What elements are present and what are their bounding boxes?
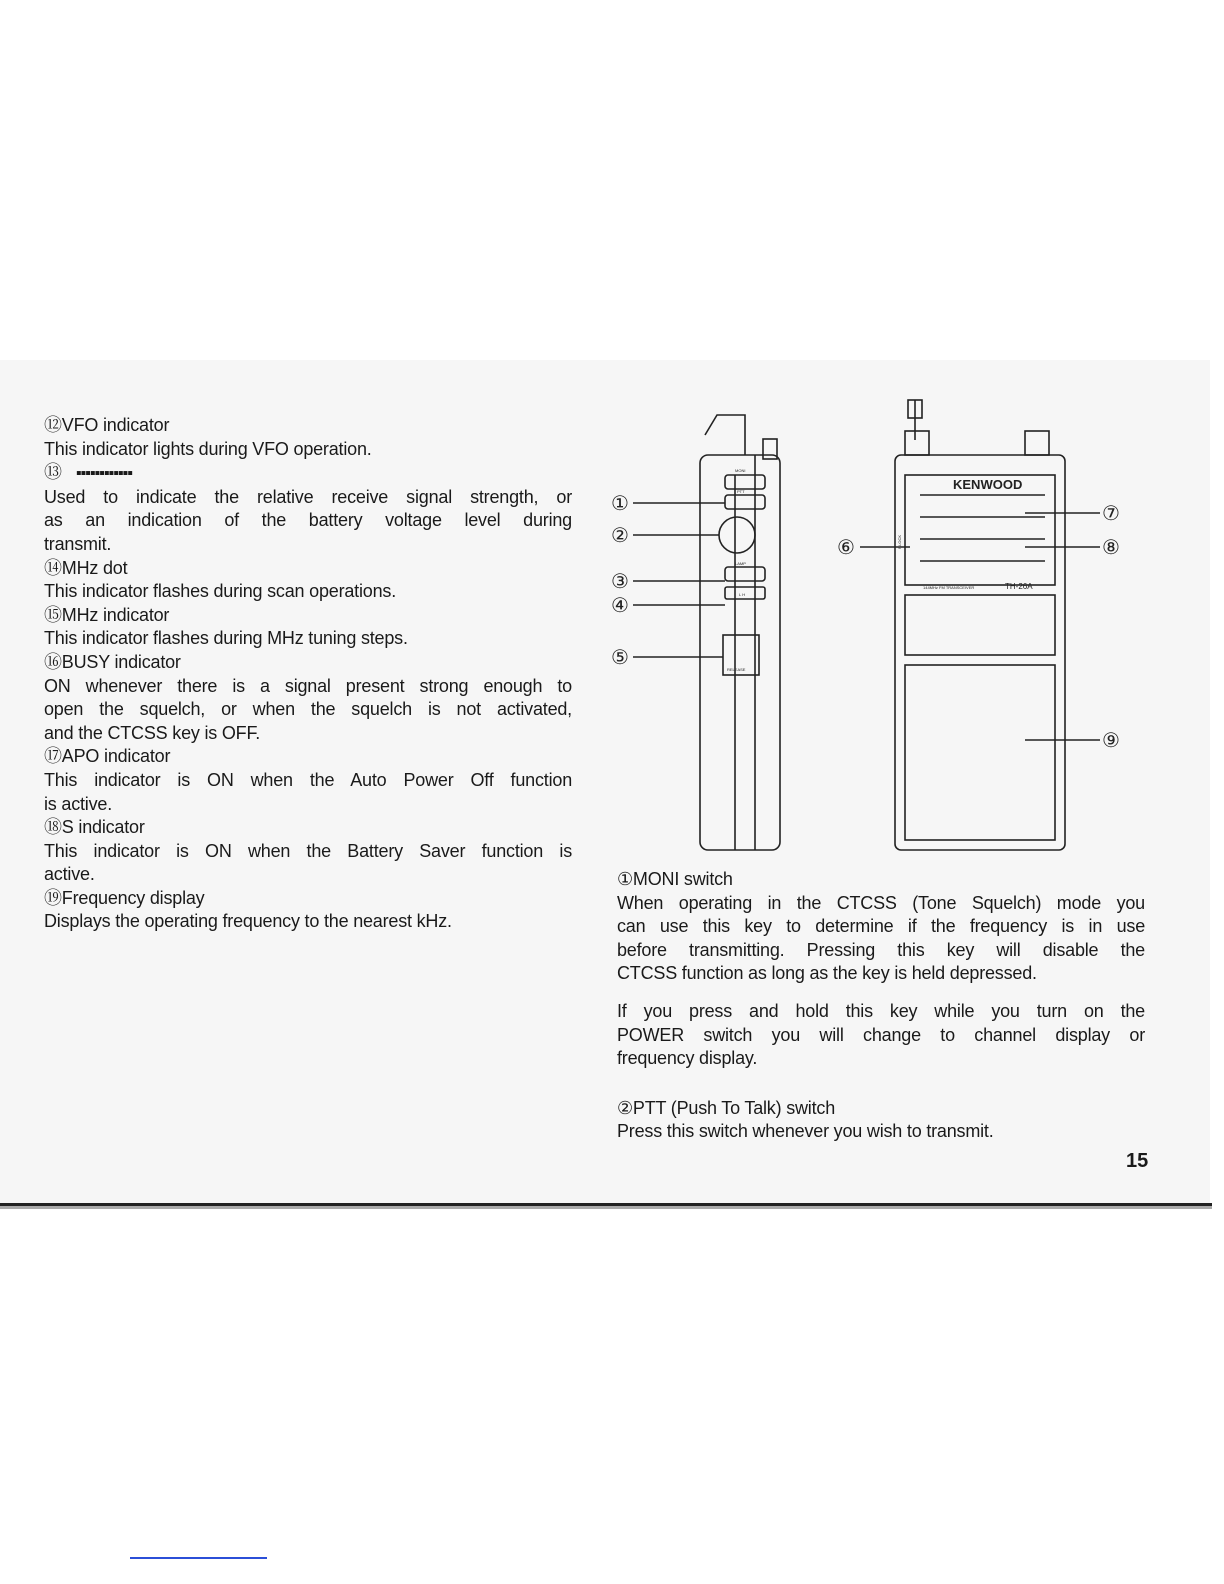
front-knob-right — [1025, 431, 1049, 455]
busy-indicator-desc-3: and the CTCSS key is OFF. — [44, 722, 261, 743]
side-label-ptt: PTT — [737, 489, 745, 494]
signal-meter-bars: ▪▪▪▪▪▪▪▪▪▪▪▪ — [75, 465, 132, 483]
brand-label: KENWOOD — [953, 477, 1023, 492]
callout-3: ③ — [611, 571, 629, 593]
ptt-switch-title: ②PTT (Push To Talk) switch — [617, 1097, 836, 1118]
signal-meter-title — [44, 461, 572, 486]
callout-5: ⑤ — [611, 647, 629, 669]
moni-desc-3: before transmitting. Pressing this key will disable the — [617, 939, 1145, 960]
busy-indicator-desc-1: ON whenever there is a signal present strong enough to — [44, 675, 572, 696]
side-label-flock: F.LOCK — [897, 534, 902, 549]
callout-8: ⑧ — [1102, 537, 1120, 559]
mhz-indicator-desc: This indicator flashes during MHz tuning steps. — [44, 628, 408, 649]
callout-1: ① — [611, 493, 629, 515]
moni-desc2-3: frequency display. — [617, 1048, 758, 1069]
moni-desc-2: can use this key to determine if the frequency is in use — [617, 916, 1145, 937]
front-display-area — [905, 595, 1055, 655]
vfo-indicator-desc: This indicator lights during VFO operation. — [44, 438, 372, 459]
ptt-dial-shape — [719, 517, 755, 553]
moni-desc2-1: If you press and hold this key while you turn on the — [617, 1000, 1145, 1021]
callout-6: ⑥ — [837, 537, 855, 559]
left-column — [44, 414, 572, 934]
callout-7: ⑦ — [1102, 503, 1120, 525]
moni-desc-1: When operating in the CTCSS (Tone Squelch) mode you — [617, 892, 1145, 913]
mhz-dot-desc: This indicator flashes during scan operations. — [44, 581, 396, 602]
side-view-body — [700, 455, 780, 850]
lamp-button-shape — [725, 567, 765, 581]
moni-desc2-2: POWER switch you will change to channel display or — [617, 1024, 1145, 1045]
s-indicator-title: ⑱S indicator — [44, 817, 145, 838]
model-label: TH-26A — [1005, 582, 1033, 591]
busy-indicator-desc-2: open the squelch, or when the squelch is not activated, — [44, 699, 572, 720]
signal-meter-desc-1: Used to indicate the relative receive signal strength, or — [44, 486, 572, 507]
side-label-moni: MONI — [735, 468, 746, 473]
signal-meter-number: ⑬ — [44, 462, 62, 483]
side-antenna-base — [705, 415, 745, 455]
front-view-body — [895, 455, 1065, 850]
frequency-display-desc: Displays the operating frequency to the nearest kHz. — [44, 911, 452, 932]
vfo-indicator-title: ⑫VFO indicator — [44, 415, 170, 435]
page-number: 15 — [1126, 1150, 1149, 1172]
frequency-display-title: ⑲Frequency display — [44, 887, 205, 908]
side-label-lamp: LAMP — [735, 561, 746, 566]
s-indicator-desc-1: This indicator is ON when the Battery Saver function is — [44, 840, 572, 861]
callout-9: ⑨ — [1102, 730, 1120, 752]
mhz-dot-title: ⑭MHz dot — [44, 557, 128, 578]
callout-4: ④ — [611, 595, 629, 617]
callout-2: ② — [611, 525, 629, 547]
signal-meter-desc-2: as an indication of the battery voltage level during — [44, 510, 572, 531]
moni-desc-4: CTCSS function as long as the key is held depressed. — [617, 963, 1037, 984]
transceiver-diagram — [605, 395, 1165, 870]
page-bottom-shadow — [0, 1206, 1212, 1209]
moni-button-shape — [725, 475, 765, 489]
mhz-indicator-title: ⑮MHz indicator — [44, 604, 170, 625]
right-column — [617, 868, 1145, 1144]
side-label-release: RELEASE — [727, 667, 746, 672]
busy-indicator-title: ⑯BUSY indicator — [44, 651, 181, 672]
moni-switch-title: ①MONI switch — [617, 869, 733, 889]
signal-meter-desc-3: transmit. — [44, 533, 112, 554]
footer-link-underline — [130, 1557, 267, 1559]
model-caption: 144MHz FM TRANSCEIVER — [923, 585, 975, 590]
side-label-lh: L H — [739, 592, 746, 597]
apo-indicator-desc-2: is active. — [44, 793, 113, 814]
s-indicator-desc-2: active. — [44, 864, 95, 885]
ptt-button-shape — [725, 495, 765, 509]
front-knob-left — [905, 431, 929, 455]
battery-pack — [905, 665, 1055, 840]
apo-indicator-desc-1: This indicator is ON when the Auto Power Off function — [44, 769, 572, 790]
ptt-desc: Press this switch whenever you wish to transmit. — [617, 1121, 994, 1142]
apo-indicator-title: ⑰APO indicator — [44, 746, 171, 767]
